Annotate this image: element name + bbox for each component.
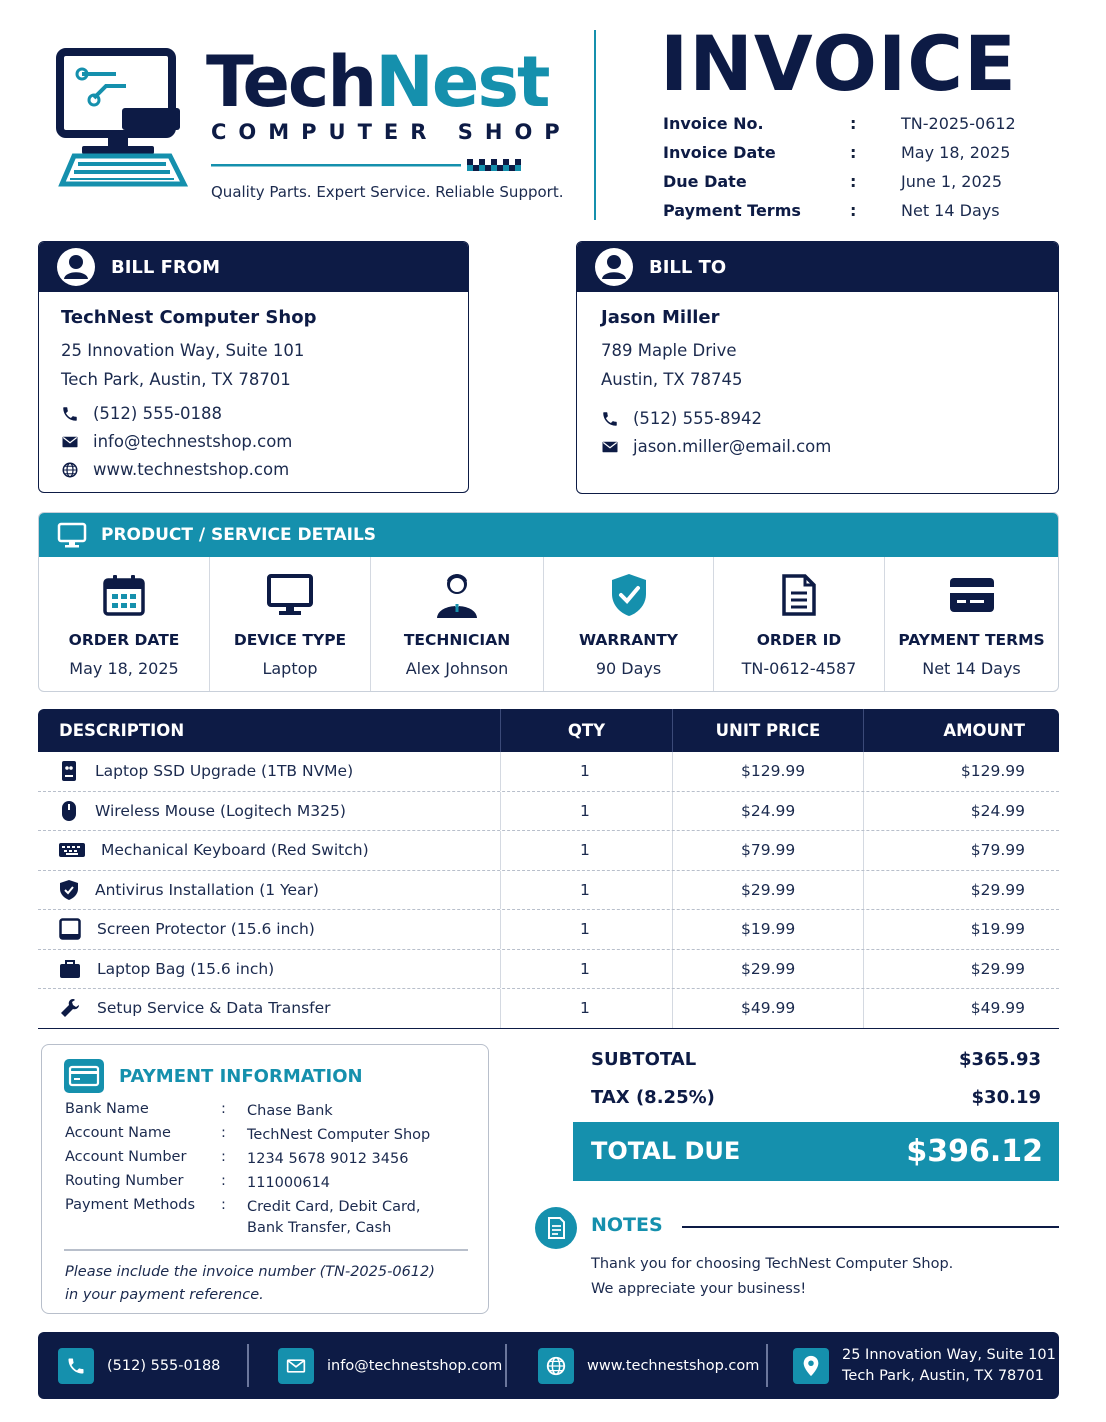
meta-label: Invoice Date bbox=[663, 143, 776, 162]
bill-from-phone: (512) 555-0188 bbox=[93, 404, 223, 423]
item-amount: $49.99 bbox=[970, 999, 1025, 1018]
payment-label: Account Name bbox=[65, 1125, 171, 1141]
meta-separator: : bbox=[850, 114, 857, 133]
payment-separator: : bbox=[221, 1125, 226, 1141]
location-pin-icon bbox=[801, 1355, 821, 1377]
bill-from-website-row bbox=[61, 456, 468, 484]
footer-phone-text: (512) 555-0188 bbox=[107, 1357, 221, 1374]
detail-payment-terms bbox=[885, 557, 1058, 691]
payment-label: Routing Number bbox=[65, 1173, 184, 1189]
footer-bar bbox=[38, 1332, 1059, 1399]
footer-separator bbox=[505, 1344, 507, 1387]
bill-to-header bbox=[577, 242, 1058, 292]
document-icon bbox=[781, 573, 817, 617]
technician-icon bbox=[433, 570, 481, 620]
item-amount: $29.99 bbox=[970, 880, 1025, 899]
item-description: Laptop SSD Upgrade (1TB NVMe) bbox=[95, 762, 354, 781]
bill-from-header bbox=[39, 242, 468, 292]
item-unit-price: $29.99 bbox=[673, 871, 864, 910]
tablet-icon bbox=[59, 918, 81, 940]
phone-icon bbox=[66, 1356, 86, 1376]
meta-label: Invoice No. bbox=[663, 114, 764, 133]
bill-from-address1: 25 Innovation Way, Suite 101 bbox=[61, 341, 305, 360]
detail-label: DEVICE TYPE bbox=[233, 631, 347, 649]
notes-divider bbox=[682, 1226, 1059, 1228]
bill-from-phone-row bbox=[61, 400, 468, 428]
meta-separator: : bbox=[850, 172, 857, 191]
payment-separator: : bbox=[221, 1149, 226, 1165]
item-description: Mechanical Keyboard (Red Switch) bbox=[101, 841, 369, 860]
item-description: Setup Service & Data Transfer bbox=[97, 999, 331, 1018]
detail-device-type bbox=[210, 557, 371, 691]
payment-information-header bbox=[64, 1059, 363, 1093]
notes-text bbox=[591, 1252, 953, 1302]
globe-icon bbox=[545, 1355, 567, 1377]
bill-to-name: Jason Miller bbox=[601, 307, 720, 328]
footer-address-line1: 25 Innovation Way, Suite 101 bbox=[842, 1346, 1056, 1363]
wrench-icon bbox=[59, 997, 81, 1019]
calendar-icon bbox=[102, 573, 146, 617]
item-description: Screen Protector (15.6 inch) bbox=[97, 920, 315, 939]
monitor-icon bbox=[266, 573, 314, 617]
bill-from-email[interactable]: info@technestshop.com bbox=[93, 432, 293, 451]
mouse-icon bbox=[59, 799, 79, 823]
phone-icon bbox=[601, 410, 619, 428]
item-qty: 1 bbox=[501, 910, 673, 949]
item-description: Wireless Mouse (Logitech M325) bbox=[95, 801, 346, 820]
item-unit-price: $29.99 bbox=[673, 950, 864, 989]
footer-website bbox=[538, 1332, 759, 1399]
bill-from-email-row bbox=[61, 428, 468, 456]
item-unit-price: $19.99 bbox=[673, 910, 864, 949]
total-due-value: $396.12 bbox=[906, 1134, 1043, 1169]
detail-label: WARRANTY bbox=[578, 631, 679, 649]
bill-to-phone: (512) 555-8942 bbox=[633, 409, 763, 428]
detail-technician bbox=[371, 557, 544, 691]
bill-to-email[interactable]: jason.miller@email.com bbox=[633, 437, 832, 456]
items-table bbox=[38, 709, 1059, 1029]
product-details-cells bbox=[39, 557, 1058, 691]
footer-email bbox=[278, 1332, 502, 1399]
shield-icon bbox=[59, 879, 79, 901]
credit-card-icon bbox=[949, 577, 995, 613]
brand-name-part2: Nest bbox=[375, 41, 549, 123]
brand-underline-decoration bbox=[211, 159, 524, 173]
detail-order-id bbox=[714, 557, 885, 691]
detail-value: TN-0612-4587 bbox=[741, 659, 857, 678]
bill-to-email-row bbox=[601, 433, 1058, 461]
detail-label: ORDER ID bbox=[756, 631, 842, 649]
payment-value: Chase Bank bbox=[247, 1103, 333, 1119]
notes-line2: We appreciate your business! bbox=[591, 1281, 807, 1297]
bill-from-name: TechNest Computer Shop bbox=[61, 307, 317, 328]
product-details-header bbox=[39, 513, 1058, 557]
shield-check-icon bbox=[609, 572, 649, 618]
payment-value: TechNest Computer Shop bbox=[247, 1127, 431, 1143]
bag-icon bbox=[59, 959, 81, 979]
bill-from-body bbox=[39, 292, 468, 484]
payment-value: 1234 5678 9012 3456 bbox=[247, 1151, 409, 1167]
item-amount: $24.99 bbox=[970, 801, 1025, 820]
payment-information-box bbox=[41, 1044, 489, 1314]
payment-label: Bank Name bbox=[65, 1101, 149, 1117]
meta-label: Due Date bbox=[663, 172, 747, 191]
table-row bbox=[38, 752, 1059, 792]
table-row bbox=[38, 792, 1059, 832]
payment-value-line2: Bank Transfer, Cash bbox=[247, 1220, 392, 1236]
brand-subtitle: COMPUTER SHOP bbox=[211, 120, 572, 144]
payment-value: 111000614 bbox=[247, 1175, 331, 1191]
total-due-label: TOTAL DUE bbox=[591, 1137, 741, 1165]
bill-from-address2: Tech Park, Austin, TX 78701 bbox=[61, 370, 291, 389]
meta-value: June 1, 2025 bbox=[901, 172, 1002, 191]
item-qty: 1 bbox=[501, 792, 673, 831]
notes-line1: Thank you for choosing TechNest Computer Shop. bbox=[591, 1256, 954, 1272]
item-qty: 1 bbox=[501, 831, 673, 870]
payment-note bbox=[65, 1261, 435, 1307]
bill-from-website[interactable]: www.technestshop.com bbox=[93, 460, 290, 479]
detail-order-date bbox=[39, 557, 210, 691]
item-unit-price: $49.99 bbox=[673, 989, 864, 1028]
tagline: Quality Parts. Expert Service. Reliable Support. bbox=[211, 183, 564, 201]
email-icon bbox=[61, 433, 79, 451]
table-row bbox=[38, 831, 1059, 871]
bill-to-heading: BILL TO bbox=[649, 256, 727, 278]
payment-note-line1: Please include the invoice number (TN-2025-0612) bbox=[65, 1264, 435, 1280]
item-amount: $129.99 bbox=[960, 762, 1025, 781]
total-due-banner bbox=[573, 1122, 1059, 1181]
item-qty: 1 bbox=[501, 950, 673, 989]
footer-email-text[interactable]: info@technestshop.com bbox=[327, 1357, 503, 1374]
table-row bbox=[38, 910, 1059, 950]
subtotal-label: SUBTOTAL bbox=[591, 1049, 697, 1070]
meta-value: TN-2025-0612 bbox=[901, 114, 1016, 133]
column-header-description: DESCRIPTION bbox=[38, 709, 501, 752]
detail-warranty bbox=[544, 557, 714, 691]
item-amount: $19.99 bbox=[970, 920, 1025, 939]
product-details-heading: PRODUCT / SERVICE DETAILS bbox=[101, 525, 377, 545]
keyboard-icon bbox=[59, 842, 85, 858]
item-unit-price: $129.99 bbox=[673, 752, 864, 791]
detail-value: 90 Days bbox=[595, 659, 662, 678]
meta-separator: : bbox=[850, 201, 857, 220]
bill-to-address2: Austin, TX 78745 bbox=[601, 370, 743, 389]
bill-to-address1: 789 Maple Drive bbox=[601, 341, 737, 360]
item-description: Antivirus Installation (1 Year) bbox=[95, 880, 319, 899]
brand-name bbox=[206, 42, 548, 122]
meta-label: Payment Terms bbox=[663, 201, 801, 220]
email-icon bbox=[285, 1356, 307, 1376]
meta-value: May 18, 2025 bbox=[901, 143, 1011, 162]
item-amount: $79.99 bbox=[970, 841, 1025, 860]
bill-to-phone-row bbox=[601, 405, 1058, 433]
payment-separator: : bbox=[221, 1101, 226, 1117]
subtotal-row bbox=[591, 1049, 1041, 1070]
bill-to-body bbox=[577, 292, 1058, 461]
email-icon bbox=[601, 438, 619, 456]
ssd-icon bbox=[59, 760, 79, 782]
meta-separator: : bbox=[850, 143, 857, 162]
payment-information-heading: PAYMENT INFORMATION bbox=[119, 1065, 363, 1087]
detail-value: Alex Johnson bbox=[405, 659, 509, 678]
footer-separator bbox=[247, 1344, 249, 1387]
phone-icon bbox=[61, 405, 79, 423]
payment-label: Account Number bbox=[65, 1149, 187, 1165]
item-description: Laptop Bag (15.6 inch) bbox=[97, 959, 275, 978]
item-unit-price: $24.99 bbox=[673, 792, 864, 831]
credit-card-icon bbox=[64, 1059, 104, 1093]
payment-separator: : bbox=[221, 1173, 226, 1189]
user-icon bbox=[57, 248, 95, 286]
header-divider bbox=[594, 30, 596, 220]
detail-label: TECHNICIAN bbox=[403, 631, 511, 649]
detail-label: PAYMENT TERMS bbox=[898, 631, 1045, 649]
brand-name-part1: Tech bbox=[206, 41, 376, 123]
detail-value: May 18, 2025 bbox=[69, 659, 179, 678]
product-details-box bbox=[38, 512, 1059, 692]
detail-value: Net 14 Days bbox=[922, 659, 1021, 678]
bill-from-heading: BILL FROM bbox=[111, 256, 220, 278]
item-qty: 1 bbox=[501, 989, 673, 1028]
table-row bbox=[38, 871, 1059, 911]
user-icon bbox=[595, 248, 633, 286]
subtotal-value: $365.93 bbox=[959, 1049, 1041, 1070]
notes-icon bbox=[535, 1207, 577, 1249]
payment-separator: : bbox=[221, 1197, 226, 1213]
footer-address bbox=[793, 1332, 1056, 1399]
payment-value: Credit Card, Debit Card, bbox=[247, 1199, 421, 1215]
payment-label: Payment Methods bbox=[65, 1197, 196, 1213]
footer-phone bbox=[58, 1332, 220, 1399]
column-header-qty: QTY bbox=[501, 709, 673, 752]
items-table-header bbox=[38, 709, 1059, 752]
tax-label: TAX (8.25%) bbox=[591, 1087, 715, 1108]
column-header-unit-price: UNIT PRICE bbox=[673, 709, 864, 752]
invoice-title: INVOICE bbox=[660, 19, 1017, 108]
notes-heading: NOTES bbox=[591, 1214, 663, 1236]
item-qty: 1 bbox=[501, 752, 673, 791]
footer-address-line2: Tech Park, Austin, TX 78701 bbox=[842, 1367, 1044, 1384]
globe-icon bbox=[61, 461, 79, 479]
tax-row bbox=[591, 1087, 1041, 1108]
column-header-amount: AMOUNT bbox=[943, 721, 1025, 740]
monitor-icon bbox=[57, 522, 87, 548]
table-row bbox=[38, 950, 1059, 990]
computer-logo-icon bbox=[52, 48, 188, 188]
meta-value: Net 14 Days bbox=[901, 201, 1000, 220]
footer-separator bbox=[766, 1344, 768, 1387]
detail-label: ORDER DATE bbox=[68, 631, 180, 649]
item-amount: $29.99 bbox=[970, 959, 1025, 978]
table-row bbox=[38, 989, 1059, 1029]
item-qty: 1 bbox=[501, 871, 673, 910]
footer-website-text[interactable]: www.technestshop.com bbox=[587, 1357, 760, 1374]
bill-from-box bbox=[38, 241, 469, 493]
payment-note-line2: in your payment reference. bbox=[65, 1287, 264, 1303]
tax-value: $30.19 bbox=[971, 1087, 1041, 1108]
bill-to-box bbox=[576, 241, 1059, 494]
detail-value: Laptop bbox=[262, 659, 318, 678]
payment-divider bbox=[64, 1249, 468, 1251]
item-unit-price: $79.99 bbox=[673, 831, 864, 870]
